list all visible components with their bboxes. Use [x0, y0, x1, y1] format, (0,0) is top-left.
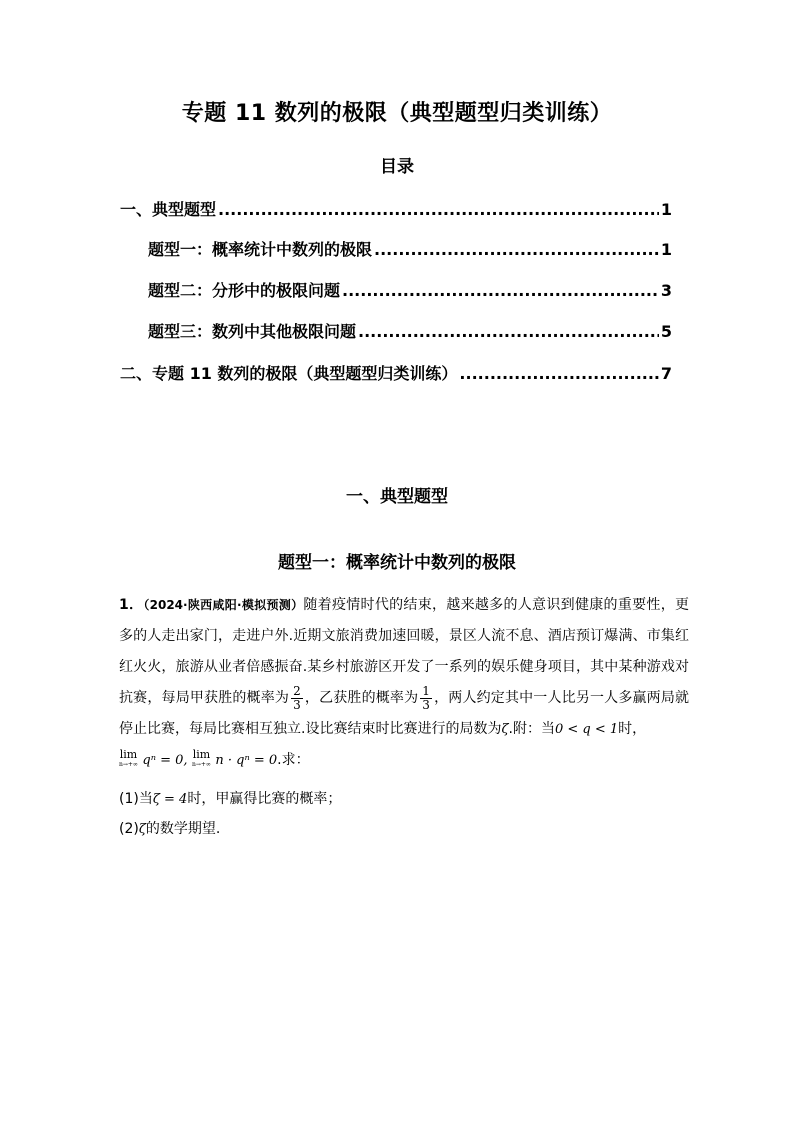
toc-entry-page: 1	[660, 240, 672, 259]
subquestion-prefix: (1)当	[119, 791, 153, 807]
subquestion-text: 时，甲赢得比赛的概率；	[187, 791, 342, 807]
lim-subscript: n→+∞	[191, 761, 211, 768]
toc-leader-dots	[218, 200, 659, 219]
toc-entry[interactable]	[120, 361, 672, 383]
toc-leader-dots	[342, 281, 659, 300]
math-limit-1: qⁿ = 0,	[142, 753, 188, 768]
math-zeta: ζ	[501, 722, 509, 737]
toc-entry-label: 题型二：分形中的极限问题	[148, 281, 341, 300]
fraction-denominator: 3	[293, 697, 301, 712]
math-limit-2: n · qⁿ = 0	[215, 753, 278, 768]
fraction-numerator: 2	[293, 683, 301, 698]
toc-entry[interactable]	[148, 237, 672, 259]
toc-entry-page: 5	[660, 322, 672, 341]
question-text: .附：当	[508, 721, 555, 737]
subquestion-prefix: (2)	[119, 821, 139, 837]
document-title: 专题 11 数列的极限（典型题型归类训练）	[181, 101, 613, 126]
question-text: 随着疫情时代的结束，越来越多的人意识到健康的重要性，更多的人走出家门，走进户外.近期文旅消费加速回暖，景区人流不息、酒店预订爆满、市集红红火火，旅游从业者倍感振奋.某乡村旅游区开发了一系列的娱乐健身项目，其中某种游戏对抗赛，每局甲获胜的概率为	[119, 597, 689, 706]
lim-subscript: n→+∞	[119, 761, 138, 768]
question-text: .求：	[277, 752, 310, 768]
subquestion-2	[119, 818, 220, 838]
fraction-one-third	[420, 685, 432, 712]
toc-entry-label: 一、典型题型	[120, 200, 217, 219]
question-text: ，两人约定其中一人比另一人多赢两局就停止比赛，每局比赛相互独立.设比赛结束时比赛进行的局数为	[119, 690, 690, 737]
fraction-denominator: 3	[422, 697, 430, 712]
toc-entry[interactable]	[120, 197, 672, 219]
toc-leader-dots	[374, 240, 659, 259]
toc-entry[interactable]	[148, 278, 672, 300]
toc-leader-dots	[459, 364, 658, 383]
lim-word: lim	[119, 748, 138, 761]
subquestion-1	[119, 788, 341, 808]
math-zeta-eq-4: ζ = 4	[152, 792, 188, 807]
toc-entry-label: 题型一：概率统计中数列的极限	[148, 240, 373, 259]
toc-entry[interactable]	[148, 319, 672, 341]
toc-entry-label: 二、专题 11 数列的极限（典型题型归类训练）	[120, 364, 458, 383]
limit-expression	[119, 750, 138, 770]
fraction-two-thirds	[291, 685, 303, 712]
section-subheading: 题型一：概率统计中数列的极限	[278, 553, 516, 573]
lim-word: lim	[192, 748, 211, 761]
subquestion-text: 的数学期望.	[145, 821, 221, 837]
toc-entry-page: 7	[660, 364, 672, 383]
limit-expression	[192, 750, 211, 770]
toc-entry-label: 题型三：数列中其他极限问题	[148, 322, 357, 341]
toc-leader-dots	[358, 322, 659, 341]
question-text: ，乙获胜的概率为	[304, 690, 419, 706]
toc-heading: 目录	[380, 157, 414, 177]
section-heading: 一、典型题型	[346, 487, 448, 507]
question-source: （2024·陕西咸阳·模拟预测）	[143, 598, 304, 612]
question-text: 时，	[618, 721, 647, 737]
question-number: 1．	[119, 597, 144, 613]
math-condition: 0 < q < 1	[554, 722, 619, 737]
toc-entry-page: 3	[660, 281, 672, 300]
toc-entry-page: 1	[660, 200, 672, 219]
question-body	[119, 590, 689, 776]
math-zeta: ζ	[138, 822, 146, 837]
fraction-numerator: 1	[422, 683, 430, 698]
